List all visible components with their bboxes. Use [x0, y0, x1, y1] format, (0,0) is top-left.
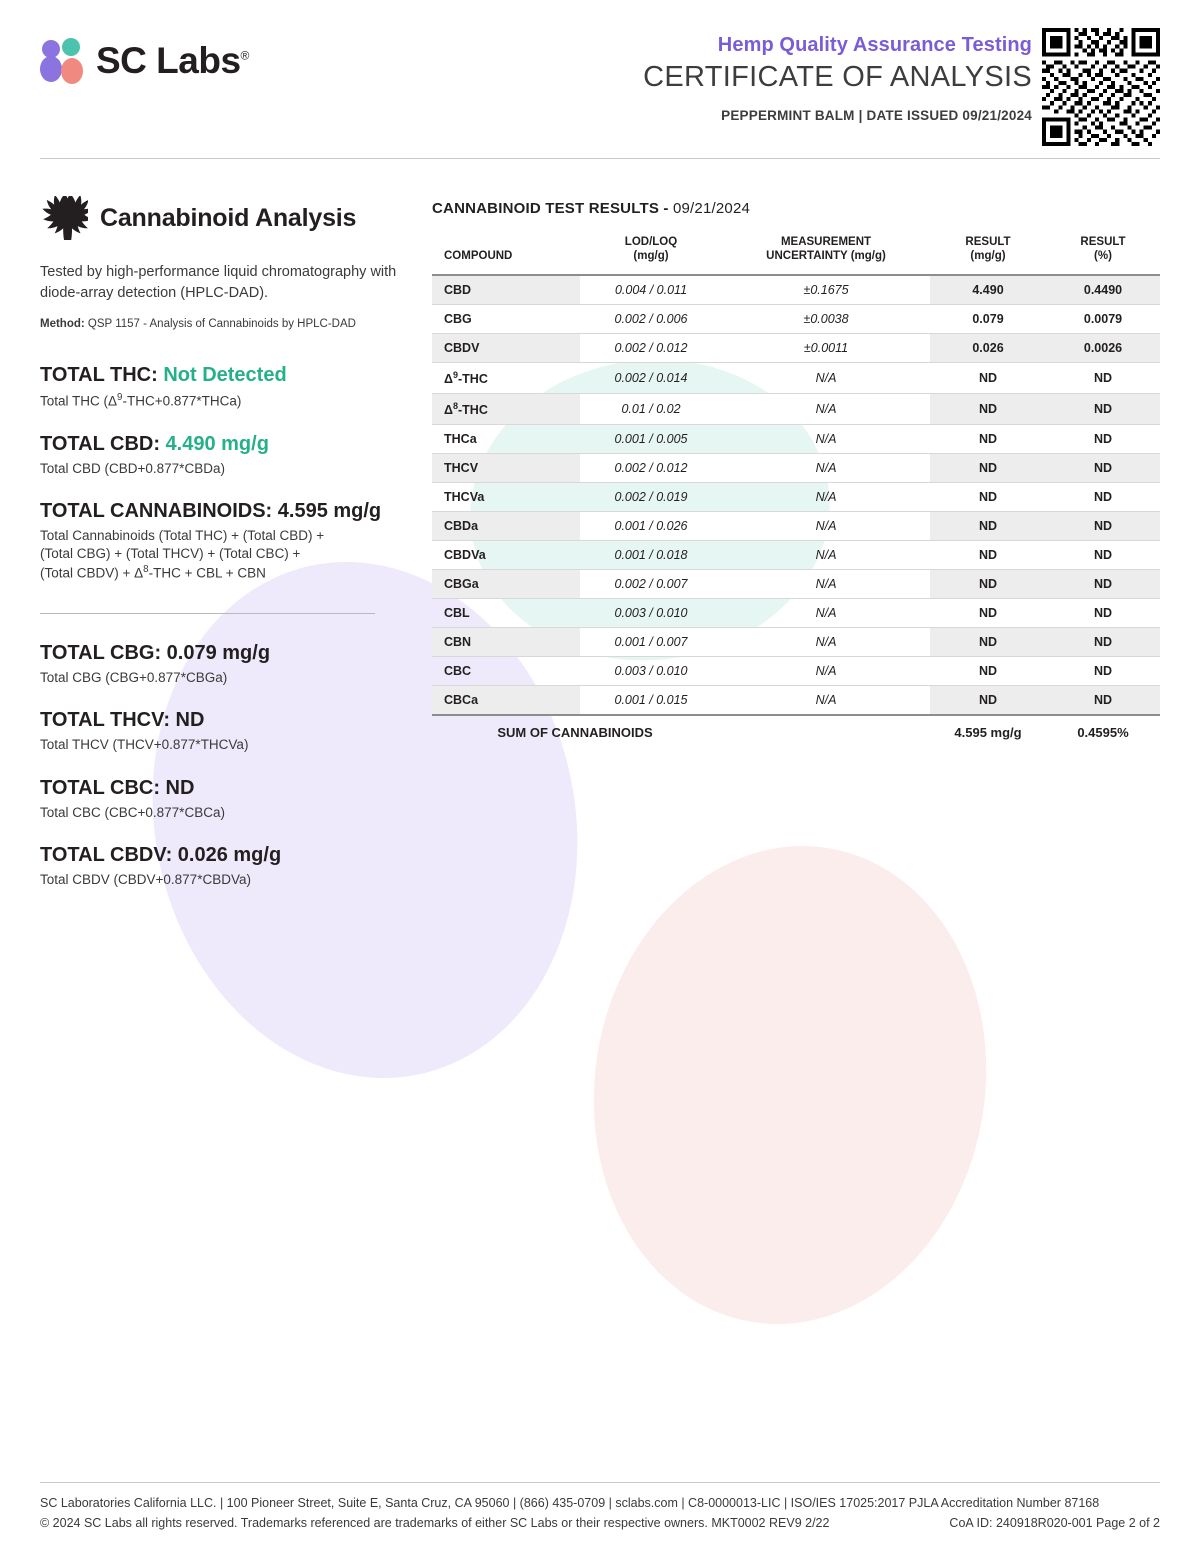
th-res2-l2: (%) — [1094, 250, 1112, 263]
cell-compound: CBGa — [432, 570, 580, 599]
th-unc-l1: MEASUREMENT — [780, 236, 872, 248]
totals-secondary-list — [40, 642, 400, 889]
cell-uncertainty: ±0.0011 — [722, 333, 930, 362]
footer-divider — [40, 1482, 1160, 1483]
cell-uncertainty: N/A — [722, 657, 930, 686]
total-formula: Total CBG (CBG+0.877*CBGa) — [40, 670, 228, 686]
cell-uncertainty: N/A — [722, 686, 930, 716]
cell-result-mgg: ND — [930, 454, 1046, 483]
header-divider — [40, 158, 1160, 159]
cell-lod-loq: 0.01 / 0.02 — [580, 393, 722, 424]
cell-compound: CBN — [432, 628, 580, 657]
total-block — [40, 844, 400, 889]
cell-result-pct: ND — [1046, 483, 1160, 512]
cell-lod-loq: 0.001 / 0.018 — [580, 541, 722, 570]
total-formula: Total CBC (CBC+0.877*CBCa) — [40, 804, 225, 820]
cell-lod-loq: 0.002 / 0.014 — [580, 362, 722, 393]
cannabinoid-results-section — [432, 200, 1160, 747]
cell-lod-loq: 0.002 / 0.012 — [580, 454, 722, 483]
table-row — [432, 686, 1160, 716]
total-heading: TOTAL CBG: 0.079 mg/g — [40, 642, 271, 665]
table-row — [432, 454, 1160, 483]
table-row — [432, 393, 1160, 424]
registered-mark: ® — [240, 48, 249, 63]
method-line — [40, 318, 400, 330]
cell-lod-loq: 0.002 / 0.006 — [580, 304, 722, 333]
cell-lod-loq: 0.002 / 0.012 — [580, 333, 722, 362]
sum-result-pct: 0.4595% — [1046, 715, 1160, 747]
cell-compound: CBDV — [432, 333, 580, 362]
sc-labs-logo — [40, 38, 249, 84]
table-row — [432, 541, 1160, 570]
cell-result-mgg: 4.490 — [930, 275, 1046, 305]
cell-uncertainty: N/A — [722, 393, 930, 424]
cell-result-pct: ND — [1046, 628, 1160, 657]
table-row — [432, 333, 1160, 362]
page-title: CERTIFICATE OF ANALYSIS — [643, 61, 1032, 93]
total-heading: TOTAL CANNABINOIDS: 4.595 mg/g — [40, 499, 382, 522]
table-row — [432, 570, 1160, 599]
totals-divider — [40, 613, 375, 614]
cell-uncertainty: N/A — [722, 425, 930, 454]
cell-result-mgg: ND — [930, 483, 1046, 512]
cell-lod-loq: 0.004 / 0.011 — [580, 275, 722, 305]
totals-primary-list — [40, 364, 400, 583]
cell-result-mgg: ND — [930, 425, 1046, 454]
cannabis-leaf-icon — [40, 196, 88, 240]
cell-uncertainty: N/A — [722, 454, 930, 483]
cell-uncertainty: N/A — [722, 628, 930, 657]
cell-result-pct: ND — [1046, 425, 1160, 454]
table-title-date: 09/21/2024 — [668, 200, 751, 217]
cell-compound: CBG — [432, 304, 580, 333]
total-formula: Total CBDV (CBDV+0.877*CBDVa) — [40, 871, 251, 887]
sum-result-mgg: 4.595 mg/g — [930, 715, 1046, 747]
sc-labs-wordmark — [96, 40, 249, 82]
header-titles — [352, 34, 1032, 123]
cell-result-mgg: ND — [930, 362, 1046, 393]
cell-compound: THCV — [432, 454, 580, 483]
cell-result-mgg: 0.026 — [930, 333, 1046, 362]
cell-compound: CBC — [432, 657, 580, 686]
cell-result-mgg: ND — [930, 686, 1046, 716]
total-formula: Total CBD (CBD+0.877*CBDa) — [40, 460, 225, 476]
analysis-description: Tested by high-performance liquid chromatography with diode-array detection (HPLC-DAD). — [40, 264, 397, 302]
total-heading: TOTAL CBC: ND — [40, 776, 195, 799]
th-unc-l2: UNCERTAINTY (mg/g) — [766, 250, 886, 263]
table-row — [432, 512, 1160, 541]
document-footer — [40, 1482, 1160, 1533]
cell-compound: CBL — [432, 599, 580, 628]
cell-lod-loq: 0.001 / 0.007 — [580, 628, 722, 657]
cell-compound: CBD — [432, 275, 580, 305]
sample-subtitle: PEPPERMINT BALM | DATE ISSUED 09/21/2024 — [721, 108, 1032, 123]
th-res2-l1: RESULT — [1080, 236, 1126, 248]
cell-result-mgg: ND — [930, 599, 1046, 628]
total-block — [40, 777, 400, 822]
table-row — [432, 628, 1160, 657]
cell-compound: $\Delta^9$-THC — [432, 362, 580, 393]
cell-result-pct: ND — [1046, 454, 1160, 483]
cannabinoid-results-table — [432, 231, 1160, 747]
total-formula: Total THC $(\Delta^9-THC+0.877*THCa)$ — [40, 392, 242, 409]
table-row — [432, 657, 1160, 686]
document-header — [0, 0, 1200, 160]
table-title — [432, 200, 1160, 217]
table-title-main: CANNABINOID TEST RESULTS - — [432, 200, 669, 217]
cell-result-pct: ND — [1046, 362, 1160, 393]
cell-result-mgg: 0.079 — [930, 304, 1046, 333]
method-value: QSP 1157 - Analysis of Cannabinoids by HPLC-DAD — [87, 318, 356, 331]
th-lodloq — [580, 231, 722, 275]
th-res1-l2: (mg/g) — [970, 250, 1006, 263]
section-title: Cannabinoid Analysis — [100, 203, 357, 232]
cell-result-pct: ND — [1046, 393, 1160, 424]
cell-result-mgg: ND — [930, 512, 1046, 541]
total-block — [40, 433, 400, 478]
table-row — [432, 304, 1160, 333]
cell-lod-loq: 0.003 / 0.010 — [580, 657, 722, 686]
cell-compound: THCVa — [432, 483, 580, 512]
section-heading — [40, 196, 400, 240]
total-value: Not Detected — [163, 364, 287, 387]
hemp-qa-line: Hemp Quality Assurance Testing — [717, 34, 1032, 56]
brand-name: SC Labs — [96, 40, 241, 81]
cell-compound: CBCa — [432, 686, 580, 716]
table-row — [432, 483, 1160, 512]
th-res1-l1: RESULT — [965, 236, 1011, 248]
th-result-mgg — [930, 231, 1046, 275]
sum-label: SUM OF CANNABINOIDS — [432, 715, 722, 747]
qr-code-icon[interactable] — [1042, 28, 1160, 146]
cell-result-pct: ND — [1046, 657, 1160, 686]
method-label: Method: — [40, 318, 85, 331]
th-compound: COMPOUND — [432, 231, 580, 275]
coa-id-label: CoA ID: 240918R020-001 Page 2 of 2 — [949, 1516, 1160, 1530]
total-label: TOTAL CBD: — [40, 432, 166, 455]
cell-result-pct: ND — [1046, 512, 1160, 541]
cell-uncertainty: ±0.0038 — [722, 304, 930, 333]
cell-uncertainty: N/A — [722, 541, 930, 570]
th-uncertainty — [722, 231, 930, 275]
cell-uncertainty: N/A — [722, 570, 930, 599]
th-lodloq-l2: (mg/g) — [633, 250, 669, 263]
cell-result-mgg: ND — [930, 570, 1046, 599]
total-heading: TOTAL THCV: ND — [40, 709, 205, 732]
total-formula: Total Cannabinoids (Total THC) + (Total CBD) + (Total CBG) + (Total THCV) + (Total CBC) + (Total CBDV) + $\Delta^8$-THC + CBL + CBN — [40, 527, 325, 581]
th-result-pct — [1046, 231, 1160, 275]
total-block — [40, 500, 400, 583]
cell-uncertainty: N/A — [722, 599, 930, 628]
cell-compound: CBDa — [432, 512, 580, 541]
footer-address-line: SC Laboratories California LLC. | 100 Pioneer Street, Suite E, Santa Cruz, CA 95060 | (866) 435-0709 | sclabs.com | C8-0000013-LIC | ISO/IES 17025:2017 PJLA Accreditation Number 87168 — [40, 1496, 1100, 1510]
sum-of-cannabinoids-row — [432, 715, 1160, 747]
table-row — [432, 425, 1160, 454]
cell-compound: CBDVa — [432, 541, 580, 570]
sum-spacer — [722, 715, 930, 747]
total-heading — [40, 364, 400, 387]
cell-uncertainty: N/A — [722, 483, 930, 512]
total-block — [40, 364, 400, 411]
table-row — [432, 599, 1160, 628]
cell-uncertainty: N/A — [722, 512, 930, 541]
cell-lod-loq: 0.001 / 0.005 — [580, 425, 722, 454]
cell-compound: THCa — [432, 425, 580, 454]
cell-result-pct: 0.0026 — [1046, 333, 1160, 362]
table-row — [432, 362, 1160, 393]
cell-result-mgg: ND — [930, 628, 1046, 657]
total-block — [40, 642, 400, 687]
cell-lod-loq: 0.002 / 0.019 — [580, 483, 722, 512]
cell-result-mgg: ND — [930, 541, 1046, 570]
cell-result-pct: 0.4490 — [1046, 275, 1160, 305]
cell-result-pct: ND — [1046, 599, 1160, 628]
cell-lod-loq: 0.001 / 0.015 — [580, 686, 722, 716]
total-formula: Total THCV (THCV+0.877*THCVa) — [40, 737, 249, 753]
cell-compound: $\Delta^8$-THC — [432, 393, 580, 424]
cell-lod-loq: 0.003 / 0.010 — [580, 599, 722, 628]
footer-copyright-text: © 2024 SC Labs all rights reserved. Trademarks referenced are trademarks of either SC Labs or their respective owners. MKT0002 REV9 2/22 — [40, 1516, 830, 1530]
cell-result-mgg: ND — [930, 393, 1046, 424]
cell-result-pct: ND — [1046, 686, 1160, 716]
total-heading — [40, 433, 400, 456]
cannabinoid-analysis-panel — [40, 196, 400, 911]
cell-result-pct: ND — [1046, 541, 1160, 570]
cell-uncertainty: ±0.1675 — [722, 275, 930, 305]
total-label: TOTAL THC: — [40, 364, 164, 387]
cell-result-pct: ND — [1046, 570, 1160, 599]
cell-result-mgg: ND — [930, 657, 1046, 686]
cell-lod-loq: 0.002 / 0.007 — [580, 570, 722, 599]
th-lodloq-l1: LOD/LOQ — [624, 236, 678, 248]
total-block — [40, 709, 400, 754]
total-value: 4.490 mg/g — [165, 432, 269, 455]
sc-labs-logo-mark-icon — [40, 38, 86, 84]
results-table-body — [432, 275, 1160, 747]
cell-result-pct: 0.0079 — [1046, 304, 1160, 333]
table-row — [432, 275, 1160, 305]
cell-lod-loq: 0.001 / 0.026 — [580, 512, 722, 541]
total-heading: TOTAL CBDV: 0.026 mg/g — [40, 843, 282, 866]
cell-uncertainty: N/A — [722, 362, 930, 393]
footer-copyright-line — [40, 1513, 1160, 1533]
